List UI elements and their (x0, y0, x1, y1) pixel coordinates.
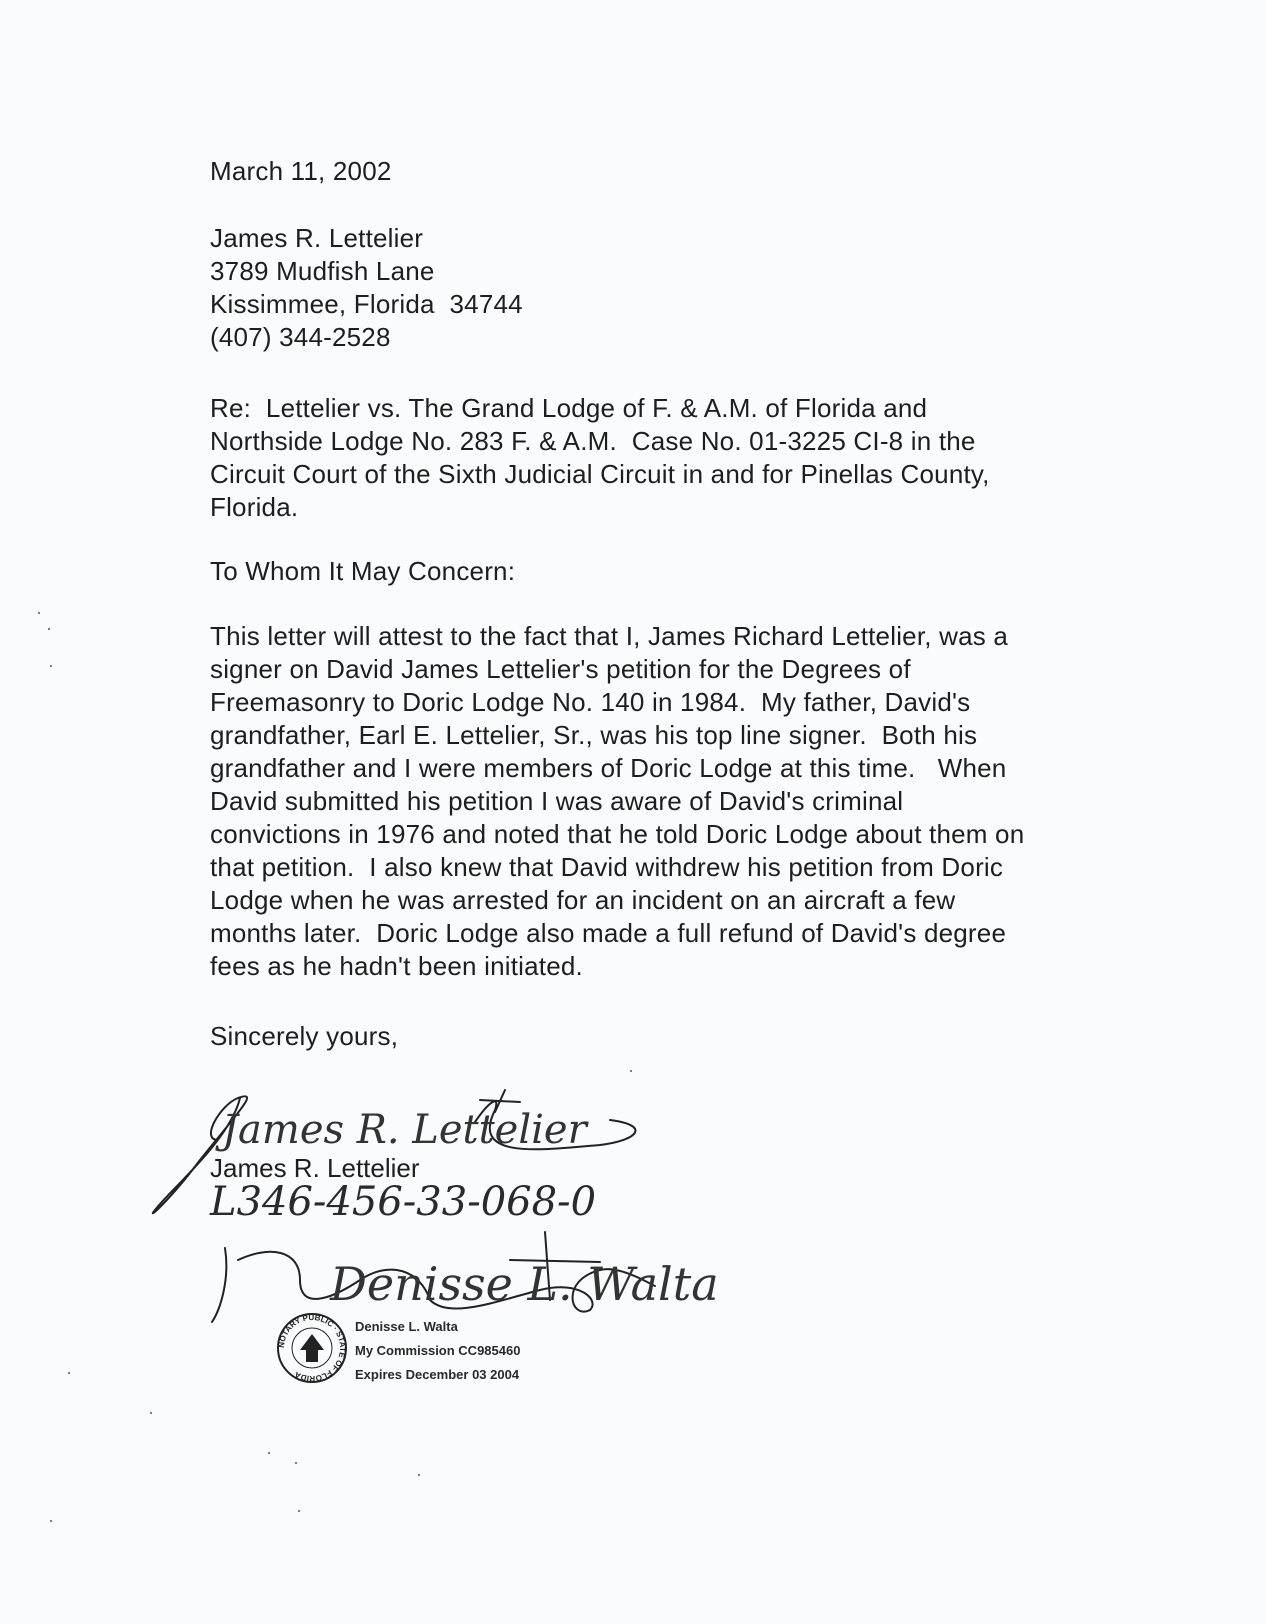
body-line-6: David submitted his petition I was aware of David's criminal (210, 786, 904, 816)
notary-expiration: Expires December 03 2004 (355, 1367, 520, 1382)
body-line-8: that petition. I also knew that David withdrew his petition from Doric (210, 852, 1004, 882)
scan-speck (68, 1372, 70, 1374)
sender-address (210, 222, 523, 354)
sender-city-state-zip: Kissimmee, Florida 34744 (210, 289, 523, 319)
scan-speck (268, 1452, 270, 1454)
body-line-7: convictions in 1976 and noted that he told Doric Lodge about them on (210, 819, 1025, 849)
scan-speck (150, 1412, 152, 1414)
scan-speck (298, 1510, 300, 1512)
scan-speck (418, 1474, 420, 1476)
notary-seal (277, 1313, 347, 1383)
re-line-3: Circuit Court of the Sixth Judicial Circuit in and for Pinellas County, (210, 459, 990, 489)
sender-name: James R. Lettelier (210, 223, 424, 253)
scan-speck (50, 665, 52, 667)
body-line-5: grandfather and I were members of Doric Lodge at this time. When (210, 753, 1007, 783)
re-line-4: Florida. (210, 492, 299, 522)
typed-signer-name: James R. Lettelier (210, 1153, 420, 1183)
notary-commission: My Commission CC985460 (355, 1343, 521, 1358)
body-line-2: signer on David James Lettelier's petition for the Degrees of (210, 654, 911, 684)
closing: Sincerely yours, (210, 1021, 399, 1051)
scan-speck (295, 1462, 297, 1464)
re-line (210, 392, 1090, 524)
letter-date: March 11, 2002 (210, 156, 392, 186)
body-line-4: grandfather, Earl E. Lettelier, Sr., was his top line signer. Both his (210, 720, 978, 750)
handwritten-id: L346-456-33-068-0 (210, 1179, 597, 1225)
body-paragraph (210, 620, 1024, 983)
body-line-1: This letter will attest to the fact that I, James Richard Lettelier, was a (210, 621, 1009, 651)
handwritten-signature (153, 1090, 636, 1213)
notary-signature (212, 1232, 719, 1322)
eagle-icon (300, 1334, 324, 1362)
signature-text: James R. Lettelier (222, 1107, 587, 1153)
body-line-9: Lodge when he was arrested for an incident on an aircraft a few (210, 885, 956, 915)
sender-phone: (407) 344-2528 (210, 322, 391, 352)
body-line-11: fees as he hadn't been initiated. (210, 951, 583, 981)
scan-speck (50, 1520, 52, 1522)
salutation: To Whom It May Concern: (210, 556, 516, 586)
scan-speck (48, 628, 50, 630)
seal-text: NOTARY PUBLIC · STATE OF FLORIDA (276, 1312, 348, 1384)
re-line-2: Northside Lodge No. 283 F. & A.M. Case No. 01-3225 CI-8 in the (210, 426, 976, 456)
sender-street: 3789 Mudfish Lane (210, 256, 435, 286)
body-line-3: Freemasonry to Doric Lodge No. 140 in 1984. My father, David's (210, 687, 971, 717)
notary-signature-text: Denisse L. Walta (330, 1257, 719, 1311)
scan-speck (630, 1070, 632, 1072)
notary-name: Denisse L. Walta (355, 1319, 458, 1334)
scan-speck (38, 612, 40, 614)
body-line-10: months later. Doric Lodge also made a full refund of David's degree (210, 918, 1007, 948)
re-line-1: Re: Lettelier vs. The Grand Lodge of F. & A.M. of Florida and (210, 393, 928, 423)
